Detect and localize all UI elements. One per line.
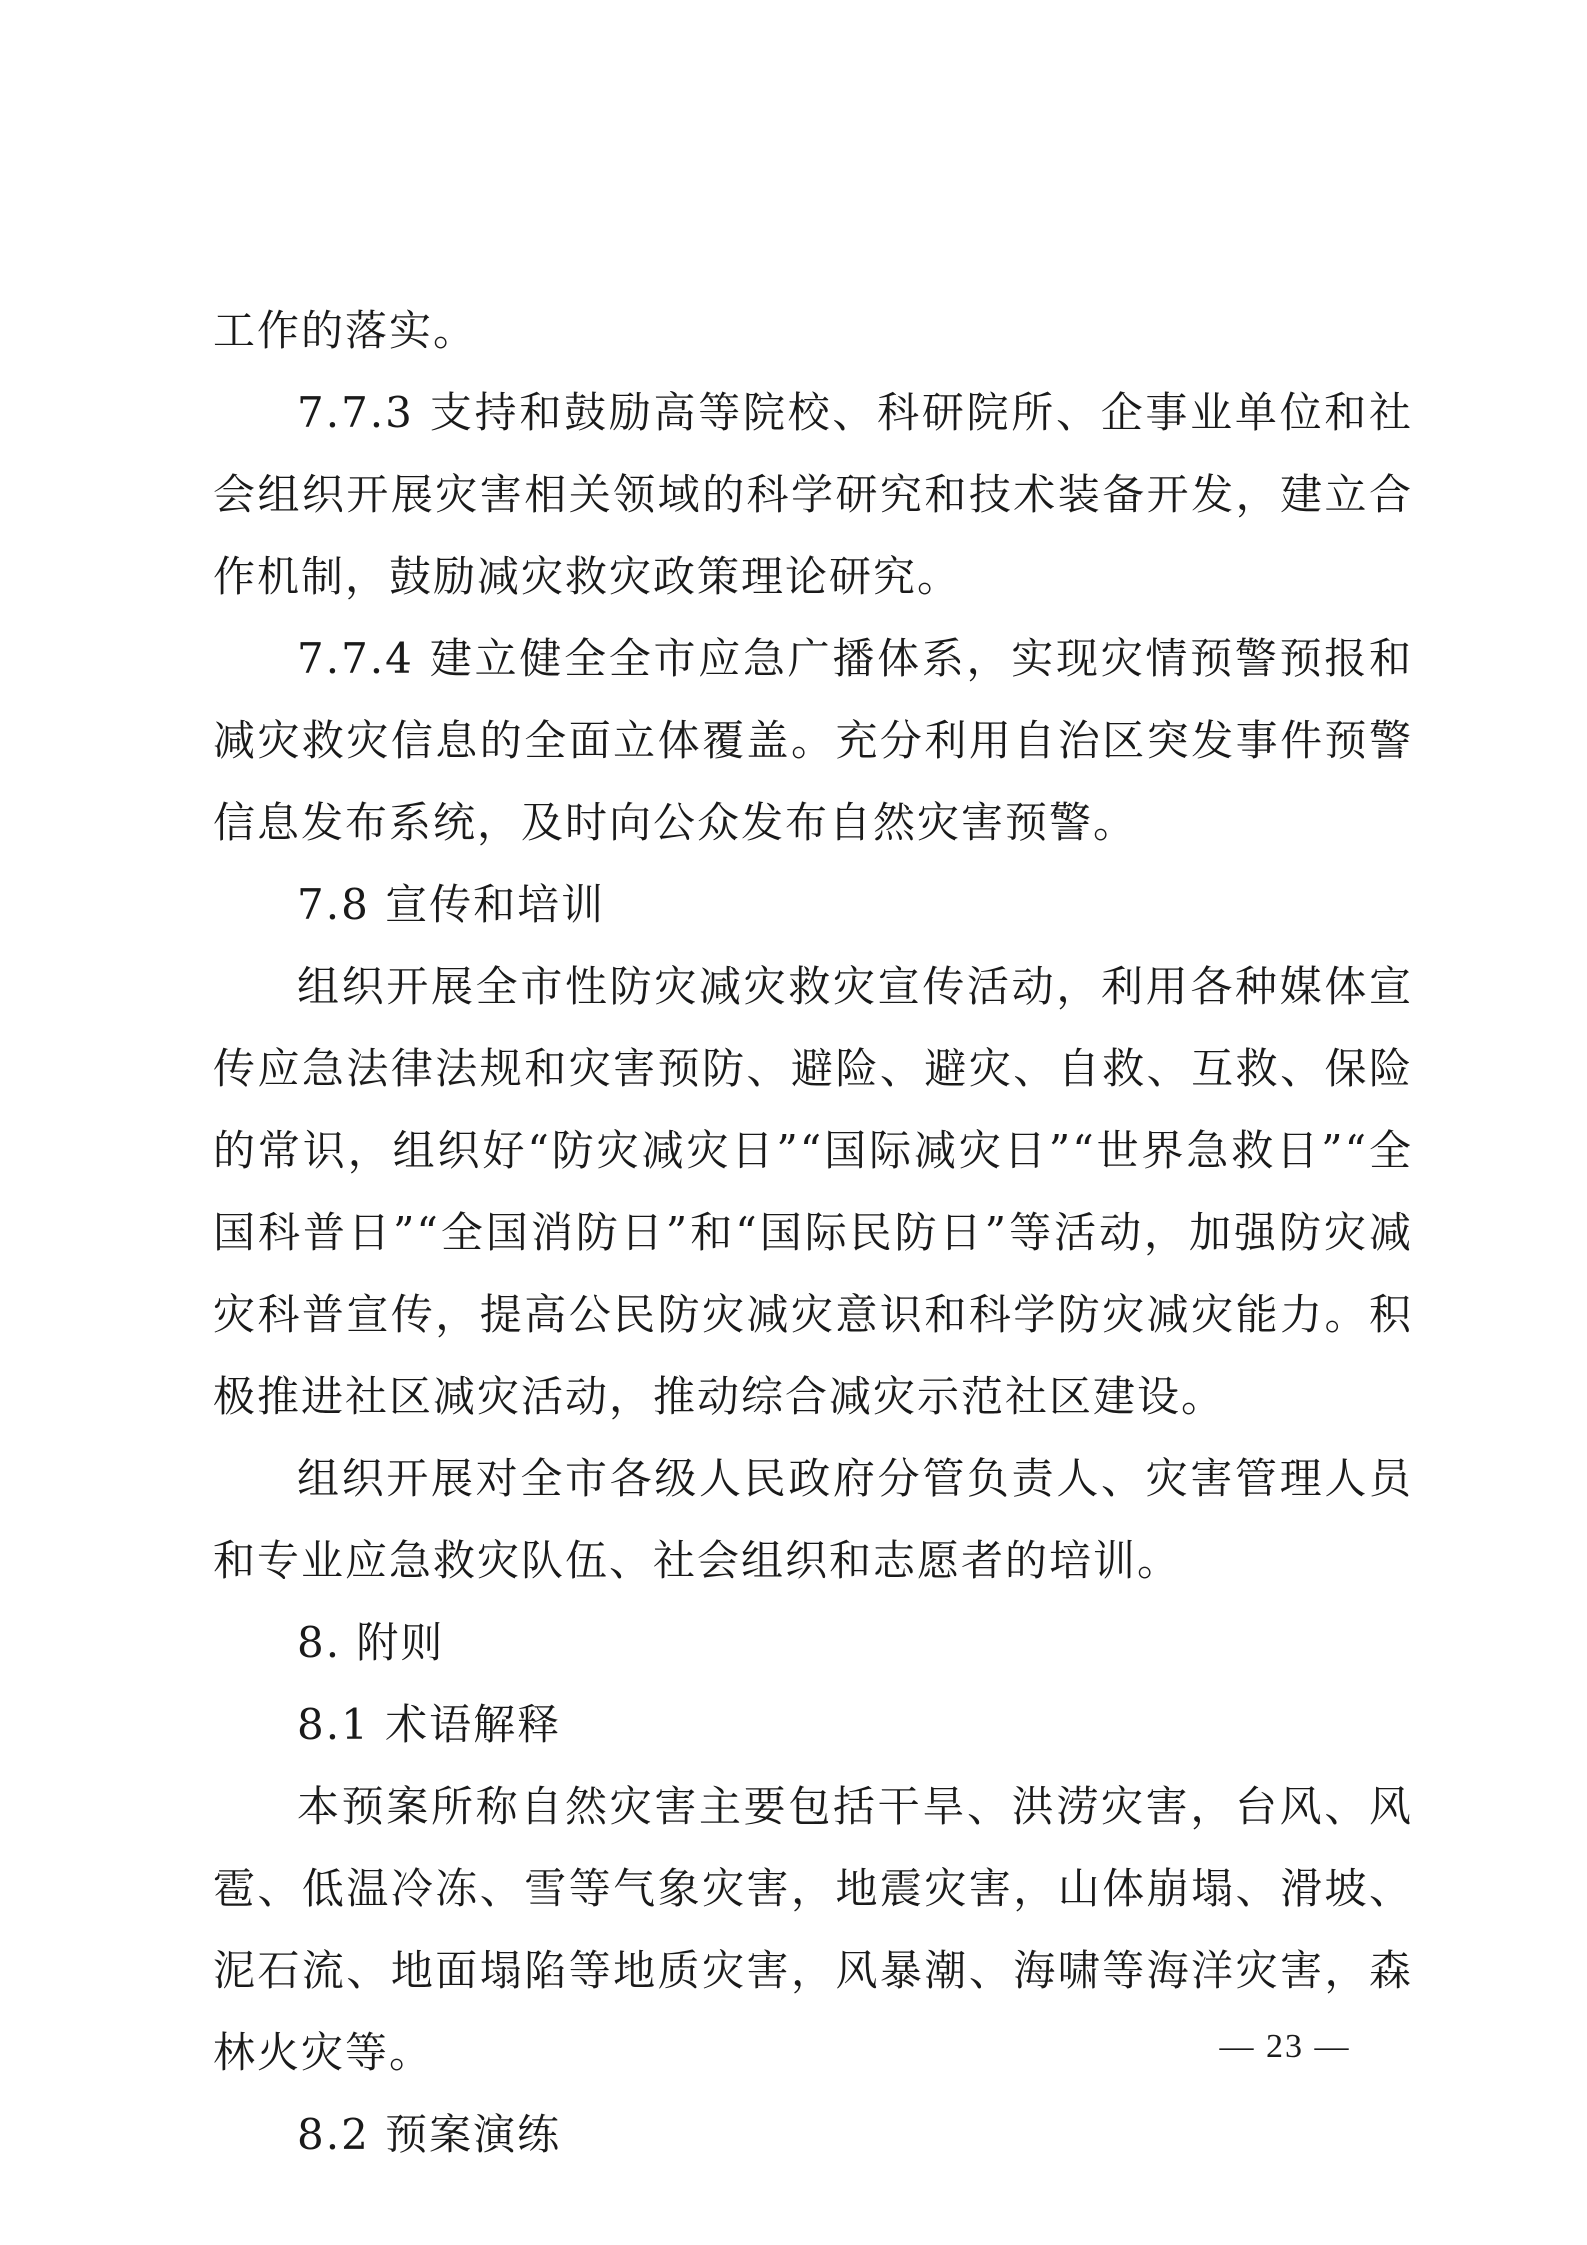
paragraph-7-7-3: 7.7.3 支持和鼓励高等院校、科研院所、企事业单位和社会组织开展灾害相关领域的科学研究和技术装备开发，建立合作机制，鼓励减灾救灾政策理论研究。 (213, 388, 1413, 601)
heading-7-8: 7.8 宣传和培训 (297, 880, 606, 929)
paragraph-terms: 本预案所称自然灾害主要包括干旱、洪涝灾害，台风、风雹、低温冷冻、雪等气象灾害，地震灾害，山体崩塌、滑坡、泥石流、地面塌陷等地质灾害，风暴潮、海啸等海洋灾害，森林火灾等。 (213, 1782, 1413, 2077)
heading-8-1: 8.1 术语解释 (297, 1700, 562, 1749)
heading-8-2: 8.2 预案演练 (297, 2110, 562, 2159)
page-number: — 23 — (1219, 2028, 1351, 2065)
paragraph-publicity: 组织开展全市性防灾减灾救灾宣传活动，利用各种媒体宣传应急法律法规和灾害预防、避险、避灾、自救、互救、保险的常识，组织好“防灾减灾日”“国际减灾日”“世界急救日”“全国科普日”“全国消防日”和“国际民防日”等活动，加强防灾减灾科普宣传，提高公民防灾减灾意识和科学防灾减灾能力。积极推进社区减灾活动，推动综合减灾示范社区建设。 (213, 962, 1413, 1421)
document-body (213, 290, 1413, 2176)
heading-8: 8. 附则 (297, 1618, 445, 1667)
paragraph-training: 组织开展对全市各级人民政府分管负责人、灾害管理人员和专业应急救灾队伍、社会组织和志愿者的培训。 (213, 1454, 1413, 1585)
paragraph-continuation: 工作的落实。 (213, 306, 478, 355)
paragraph-7-7-4: 7.7.4 建立健全全市应急广播体系，实现灾情预警预报和减灾救灾信息的全面立体覆盖。充分利用自治区突发事件预警信息发布系统，及时向公众发布自然灾害预警。 (213, 634, 1413, 847)
